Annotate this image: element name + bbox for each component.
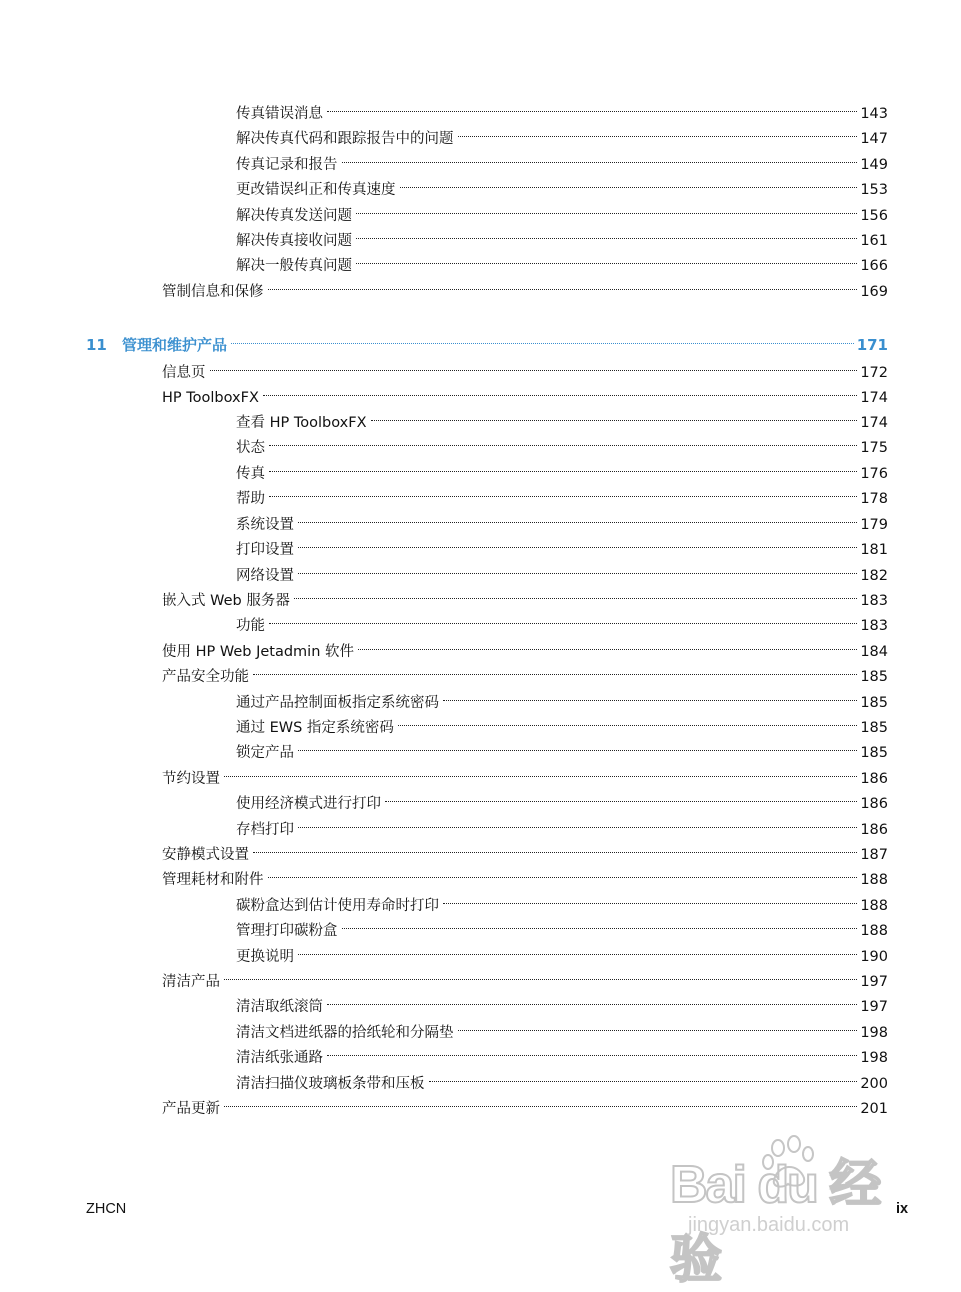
toc-entry-page: 166 <box>860 258 888 274</box>
dot-leader <box>224 761 857 783</box>
watermark-brand: Bai du 经验 <box>670 1156 880 1289</box>
toc-entry-title: 管制信息和保修 <box>162 284 264 300</box>
toc-entry[interactable] <box>162 583 888 609</box>
toc-entry-title: 传真 <box>236 466 265 482</box>
toc-entry[interactable] <box>162 862 888 888</box>
toc-entry[interactable] <box>162 964 888 990</box>
toc-entry-title: 清洁纸张通路 <box>236 1050 323 1066</box>
dot-leader <box>443 888 857 910</box>
toc-entry[interactable] <box>162 761 888 787</box>
toc-entry-title: 功能 <box>236 618 265 634</box>
dot-leader <box>298 735 857 757</box>
toc-entry[interactable] <box>236 710 888 736</box>
toc-entry-title: 网络设置 <box>236 568 294 584</box>
toc-entry-page: 185 <box>860 669 888 685</box>
toc-entry[interactable] <box>236 223 888 249</box>
toc-entry-title: 安静模式设置 <box>162 847 249 863</box>
toc-entry-page: 178 <box>860 491 888 507</box>
toc-chapter-page: 171 <box>856 336 888 354</box>
toc-entry-page: 186 <box>860 822 888 838</box>
toc-entry-title: 传真记录和报告 <box>236 157 338 173</box>
toc-entry-title: 解决传真代码和跟踪报告中的问题 <box>236 131 454 147</box>
dot-leader <box>268 274 858 296</box>
dot-leader <box>429 1066 858 1088</box>
toc-entry-title: 嵌入式 Web 服务器 <box>162 593 290 609</box>
toc-entry-title: 通过 EWS 指定系统密码 <box>236 720 394 736</box>
toc-entry[interactable] <box>162 837 888 863</box>
toc-entry[interactable] <box>162 274 888 300</box>
dot-leader <box>231 328 854 350</box>
toc-entry-title: HP ToolboxFX <box>162 390 259 406</box>
toc-entry-page: 184 <box>860 644 888 660</box>
toc-entry[interactable] <box>236 608 888 634</box>
toc-entry-page: 185 <box>860 745 888 761</box>
dot-leader <box>210 355 858 377</box>
toc-entry-title: 管理耗材和附件 <box>162 872 264 888</box>
toc-entry-page: 187 <box>860 847 888 863</box>
dot-leader <box>298 558 857 580</box>
chapter-number: 11 <box>86 336 107 354</box>
dot-leader <box>458 1015 858 1037</box>
toc-entry[interactable] <box>236 685 888 711</box>
toc-entry[interactable] <box>236 147 888 173</box>
watermark-url: jingyan.baidu.com <box>688 1214 850 1236</box>
dot-leader <box>342 913 858 935</box>
toc-entry[interactable] <box>236 172 888 198</box>
toc-entry[interactable] <box>236 913 888 939</box>
toc-entry[interactable] <box>236 888 888 914</box>
toc-entry[interactable] <box>236 430 888 456</box>
toc-entry[interactable] <box>236 989 888 1015</box>
dot-leader <box>253 659 857 681</box>
dot-leader <box>298 939 857 961</box>
toc-entry-title: 解决一般传真问题 <box>236 258 352 274</box>
toc-entry[interactable] <box>236 121 888 147</box>
dot-leader <box>294 583 857 605</box>
toc-entry-page: 153 <box>860 182 888 198</box>
toc-entry-title: 清洁扫描仪玻璃板条带和压板 <box>236 1076 425 1092</box>
dot-leader <box>356 248 857 270</box>
toc-entry[interactable] <box>236 198 888 224</box>
toc-entry[interactable] <box>236 532 888 558</box>
toc-entry[interactable] <box>162 355 888 381</box>
baidu-jingyan-watermark <box>670 1132 920 1289</box>
toc-entry[interactable] <box>236 1066 888 1092</box>
toc-entry[interactable] <box>162 1091 888 1117</box>
dot-leader <box>385 786 857 808</box>
toc-entry-page: 175 <box>860 440 888 456</box>
toc-entry-page: 156 <box>860 208 888 224</box>
dot-leader <box>358 634 857 656</box>
toc-entry-page: 186 <box>860 771 888 787</box>
toc-entry-page: 176 <box>860 466 888 482</box>
dot-leader <box>269 481 857 503</box>
toc-entry-page: 186 <box>860 796 888 812</box>
dot-leader <box>269 608 857 630</box>
toc-entry-title: 管理打印碳粉盒 <box>236 923 338 939</box>
toc-entry[interactable] <box>236 812 888 838</box>
toc-entry-page: 188 <box>860 898 888 914</box>
toc-entry-page: 183 <box>860 618 888 634</box>
toc-entry-title: 更换说明 <box>236 949 294 965</box>
dot-leader <box>398 710 857 732</box>
toc-entry[interactable] <box>236 481 888 507</box>
toc-entry[interactable] <box>162 659 888 685</box>
toc-entry-title: 清洁产品 <box>162 974 220 990</box>
dot-leader <box>342 147 858 169</box>
dot-leader <box>443 685 857 707</box>
toc-entry-page: 200 <box>860 1076 888 1092</box>
dot-leader <box>224 1091 857 1113</box>
toc-entry-page: 174 <box>860 390 888 406</box>
toc-entry-title: 帮助 <box>236 491 265 507</box>
toc-entry-page: 183 <box>860 593 888 609</box>
toc-entry-page: 181 <box>860 542 888 558</box>
dot-leader <box>298 532 857 554</box>
dot-leader <box>269 430 857 452</box>
toc-entry-title: 信息页 <box>162 365 206 381</box>
toc-entry-title: 锁定产品 <box>236 745 294 761</box>
dot-leader <box>268 862 858 884</box>
toc-entry[interactable] <box>236 456 888 482</box>
toc-entry[interactable] <box>236 558 888 584</box>
toc-entry-title: 清洁文档进纸器的拾纸轮和分隔垫 <box>236 1025 454 1041</box>
toc-entry-page: 169 <box>860 284 888 300</box>
dot-leader <box>253 837 857 859</box>
toc-chapter-entry[interactable] <box>86 328 888 354</box>
dot-leader <box>327 989 857 1011</box>
toc-entry[interactable] <box>162 380 888 406</box>
toc-entry-page: 185 <box>860 720 888 736</box>
toc-entry-page: 198 <box>860 1025 888 1041</box>
toc-entry-page: 201 <box>860 1101 888 1117</box>
toc-entry[interactable] <box>236 939 888 965</box>
toc-entry-title: 状态 <box>236 440 265 456</box>
toc-entry-page: 143 <box>860 106 888 122</box>
toc-entry-title: 传真错误消息 <box>236 106 323 122</box>
toc-entry-page: 172 <box>860 365 888 381</box>
dot-leader <box>356 198 857 220</box>
toc-entry[interactable] <box>236 248 888 274</box>
toc-entry-title: 查看 HP ToolboxFX <box>236 415 367 431</box>
footer-page-number: ix <box>896 1201 909 1217</box>
toc-entry-title: 碳粉盒达到估计使用寿命时打印 <box>236 898 439 914</box>
toc-entry-page: 179 <box>860 517 888 533</box>
dot-leader <box>263 380 857 402</box>
toc-entry-title: 更改错误纠正和传真速度 <box>236 182 396 198</box>
toc-entry[interactable] <box>236 1040 888 1066</box>
toc-entry-title: 产品安全功能 <box>162 669 249 685</box>
dot-leader <box>327 1040 857 1062</box>
toc-entry-title: 系统设置 <box>236 517 294 533</box>
toc-entry-page: 198 <box>860 1050 888 1066</box>
dot-leader <box>400 172 858 194</box>
toc-entry[interactable] <box>236 96 888 122</box>
toc-entry-page: 185 <box>860 695 888 711</box>
dot-leader <box>298 507 857 529</box>
toc-entry-page: 174 <box>860 415 888 431</box>
toc-entry-title: 通过产品控制面板指定系统密码 <box>236 695 439 711</box>
toc-entry-title: 解决传真发送问题 <box>236 208 352 224</box>
footer-locale-label: ZHCN <box>86 1201 127 1217</box>
dot-leader <box>356 223 857 245</box>
toc-entry[interactable] <box>236 786 888 812</box>
toc-entry-title: 产品更新 <box>162 1101 220 1117</box>
dot-leader <box>327 96 857 118</box>
toc-entry-page: 161 <box>860 233 888 249</box>
toc-entry-title: 使用经济模式进行打印 <box>236 796 381 812</box>
toc-entry-page: 188 <box>860 923 888 939</box>
toc-chapter-title: 管理和维护产品 <box>122 336 228 354</box>
toc-entry-title: 节约设置 <box>162 771 220 787</box>
toc-entry-page: 197 <box>860 999 888 1015</box>
toc-entry-title: 解决传真接收问题 <box>236 233 352 249</box>
toc-entry-page: 188 <box>860 872 888 888</box>
toc-entry[interactable] <box>236 735 888 761</box>
dot-leader <box>224 964 857 986</box>
dot-leader <box>458 121 858 143</box>
toc-entry-page: 149 <box>860 157 888 173</box>
toc-entry[interactable] <box>162 634 888 660</box>
dot-leader <box>371 405 858 427</box>
toc-entry-page: 182 <box>860 568 888 584</box>
toc-entry-title: 使用 HP Web Jetadmin 软件 <box>162 644 355 660</box>
toc-entry[interactable] <box>236 507 888 533</box>
toc-entry-title: 打印设置 <box>236 542 294 558</box>
dot-leader <box>269 456 857 478</box>
toc-entry-page: 147 <box>860 131 888 147</box>
toc-entry[interactable] <box>236 405 888 431</box>
toc-entry-page: 190 <box>860 949 888 965</box>
toc-entry-page: 197 <box>860 974 888 990</box>
toc-entry-title: 清洁取纸滚筒 <box>236 999 323 1015</box>
dot-leader <box>298 812 857 834</box>
toc-entry-title: 存档打印 <box>236 822 294 838</box>
toc-entry[interactable] <box>236 1015 888 1041</box>
